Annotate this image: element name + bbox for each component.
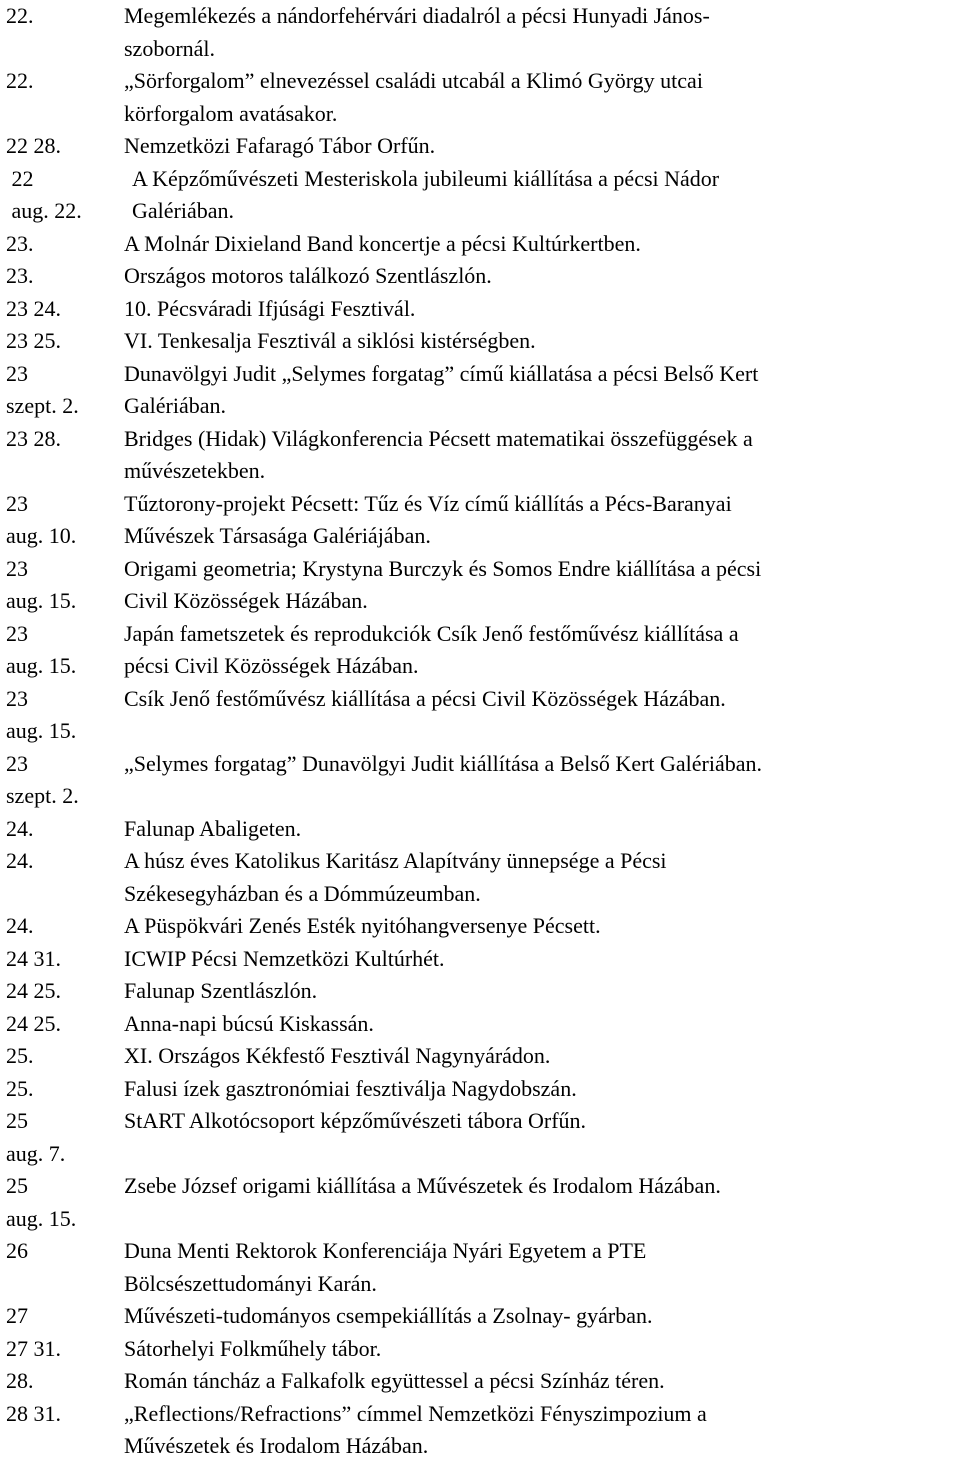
event-description: ICWIP Pécsi Nemzetközi Kultúrhét. [124,945,445,971]
event-date: 27 31. [6,1335,61,1361]
event-entry [6,0,954,65]
event-entry [6,910,954,943]
event-description: Origami geometria; Krystyna Burczyk és Somos Endre kiállítása a pécsi Civil Közösségek Házában. [124,555,762,613]
event-description: Román táncház a Falkafolk együttessel a pécsi Színház téren. [124,1368,665,1393]
event-description: Tűztorony-projekt Pécsett: Tűz és Víz című kiállítás a Pécs-Baranyai Művészek Társasága Galériájában. [124,490,732,548]
event-description: Csík Jenő festőművész kiállítása a pécsi Civil Közösségek Házában. [124,685,726,711]
event-entry [6,1365,954,1398]
event-description: XI. Országos Kékfestő Fesztivál Nagynyárádon. [124,1043,551,1068]
event-entry [6,975,954,1008]
event-entry [6,293,954,326]
event-description: A Püspökvári Zenés Esték nyitóhangversenye Pécsett. [124,913,601,938]
event-date: 24. [6,815,34,841]
event-description: Anna-napi búcsú Kiskassán. [124,1010,374,1036]
event-date: 24 25. [6,978,61,1003]
event-date: 24 25. [6,1010,61,1036]
event-description: Megemlékezés a nándorfehérvári diadalról a pécsi Hunyadi János- szobornál. [124,3,710,61]
event-entry [6,845,954,910]
event-date: 23 28. [6,425,61,451]
event-description: „Selymes forgatag” Dunavölgyi Judit kiállítása a Belső Kert Galériában. [124,750,763,776]
event-entry [6,228,954,261]
event-date: 27 [6,1303,28,1328]
event-date: 28 31. [6,1400,61,1426]
event-date: 23 24. [6,295,61,321]
event-date: 25. [6,1075,34,1101]
event-description: VI. Tenkesalja Fesztivál a siklósi kistérségben. [124,328,536,353]
event-date: 22. [6,3,34,28]
event-date: 23. [6,230,34,256]
event-description: Duna Menti Rektorok Konferenciája Nyári Egyetem a PTE Bölcsészettudományi Karán. [124,1238,647,1296]
event-entry [6,358,954,423]
event-date: 23 25. [6,328,61,353]
event-date: 23 szept. 2. [6,750,79,808]
event-entry [6,683,954,748]
event-entry [6,130,954,163]
event-description: Dunavölgyi Judit „Selymes forgatag” című kiállatása a pécsi Belső Kert Galériában. [124,360,759,418]
event-date: 25 aug. 7. [6,1108,66,1166]
event-description: A húsz éves Katolikus Karitász Alapítvány ünnepsége a Pécsi Székesegyházban és a Dómmúzeumban. [124,848,667,906]
event-entry [6,1300,954,1333]
event-date: 26 [6,1238,28,1263]
event-entry [6,423,954,488]
event-entry [6,1235,954,1300]
event-description: „Sörforgalom” elnevezéssel családi utcabál a Klimó György utcai körforgalom avatásakor. [124,68,703,126]
event-entry [6,1398,954,1463]
event-date: 23 aug. 15. [6,685,77,743]
event-description: Bridges (Hidak) Világkonferencia Pécsett matematikai összefüggések a művészetekben. [124,425,753,483]
event-entry [6,1105,954,1170]
event-description: Művészeti-tudományos csempekiállítás a Zsolnay- gyárban. [124,1303,653,1328]
event-description: „Reflections/Refractions” címmel Nemzetközi Fényszimpozium a Művészetek és Irodalom Házában. [124,1400,707,1458]
event-date: 22. [6,68,34,93]
event-date: 22 28. [6,133,61,158]
event-date: 24. [6,848,34,873]
event-date: 22 aug. 22. [11,165,82,223]
event-description: Országos motoros találkozó Szentlászlón. [124,263,492,288]
event-entry [6,488,954,553]
event-entry [6,618,954,683]
event-date: 23 szept. 2. [6,360,79,418]
event-entry [6,748,954,813]
event-entry [6,813,954,846]
event-description: Nemzetközi Fafaragó Tábor Orfűn. [124,133,436,158]
event-date: 23 aug. 15. [6,620,77,678]
event-description: Zsebe József origami kiállítása a Művészetek és Irodalom Házában. [124,1173,721,1198]
event-description: A Képzőművészeti Mesteriskola jubileumi kiállítása a pécsi Nádor Galériában. [132,165,720,223]
event-date: 23 aug. 10. [6,490,77,548]
event-date: 28. [6,1368,34,1393]
event-entry [6,553,954,618]
event-description: A Molnár Dixieland Band koncertje a pécsi Kultúrkertben. [124,230,641,256]
event-entry [6,1333,954,1366]
event-description: Falusi ízek gasztronómiai fesztiválja Nagydobszán. [124,1075,577,1101]
event-date: 25 aug. 15. [6,1173,77,1231]
event-date: 25. [6,1043,34,1068]
event-entry [6,325,954,358]
event-description: StART Alkotócsoport képzőművészeti tábora Orfűn. [124,1108,587,1133]
event-description: 10. Pécsváradi Ifjúsági Fesztivál. [124,295,416,321]
event-date: 23. [6,263,34,288]
event-entry [6,1008,954,1041]
event-date: 24. [6,913,34,938]
event-entry [6,943,954,976]
event-entry [6,163,954,228]
event-entry [6,65,954,130]
event-description: Japán fametszetek és reprodukciók Csík Jenő festőművész kiállítása a pécsi Civil Közösségek Házában. [124,620,739,678]
event-entry [6,1073,954,1106]
event-entry [6,1040,954,1073]
event-date: 23 aug. 15. [6,555,77,613]
event-entry [6,260,954,293]
event-description: Falunap Abaligeten. [124,815,302,841]
event-description: Sátorhelyi Folkműhely tábor. [124,1335,382,1361]
event-entry [6,1170,954,1235]
event-description: Falunap Szentlászlón. [124,978,318,1003]
event-date: 24 31. [6,945,61,971]
